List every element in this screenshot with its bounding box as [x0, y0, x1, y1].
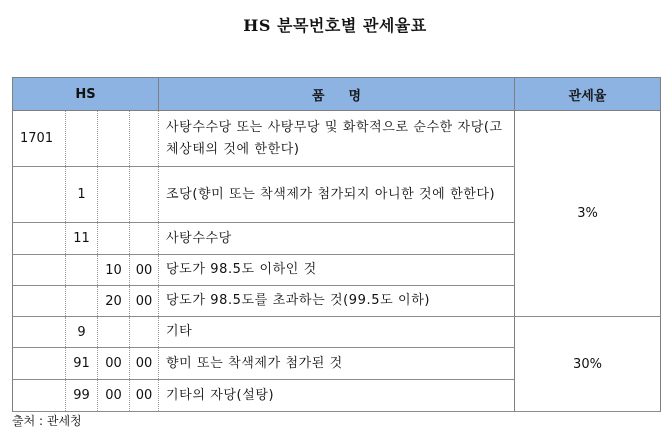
source-note: 출처 : 관세청	[12, 414, 82, 428]
hs-suffix-cell: 00	[130, 286, 159, 317]
hs-code-cell	[98, 223, 130, 255]
hs-heading-cell: 1701	[13, 111, 66, 167]
item-description-cell: 기타	[159, 317, 515, 348]
hs-code-cell	[98, 111, 130, 167]
hs-heading-cell	[13, 317, 66, 348]
hs-code-cell: 20	[98, 286, 130, 317]
hs-subheading-cell: 1	[66, 167, 98, 223]
hs-subheading-cell: 9	[66, 317, 98, 348]
hs-code-cell	[98, 317, 130, 348]
hs-suffix-cell	[130, 167, 159, 223]
hs-subheading-cell: 99	[66, 380, 98, 412]
hs-suffix-cell: 00	[130, 380, 159, 412]
hs-heading-cell	[13, 286, 66, 317]
rate-cell: 3%	[515, 111, 661, 317]
hs-suffix-cell: 00	[130, 348, 159, 380]
table-row	[13, 317, 661, 348]
table-title: HS 분목번호별 관세율표	[243, 16, 427, 35]
hs-code-cell	[98, 167, 130, 223]
hs-suffix-cell	[130, 223, 159, 255]
hs-code-cell: 10	[98, 255, 130, 286]
hs-subheading-cell: 11	[66, 223, 98, 255]
item-description-cell: 당도가 98.5도를 초과하는 것(99.5도 이하)	[159, 286, 515, 317]
hs-code-cell: 00	[98, 348, 130, 380]
hs-suffix-cell	[130, 317, 159, 348]
hs-suffix-cell	[130, 111, 159, 167]
hs-subheading-cell: 91	[66, 348, 98, 380]
hs-heading-cell	[13, 167, 66, 223]
hs-heading-cell	[13, 255, 66, 286]
rate-cell: 30%	[515, 317, 661, 412]
table-header-row	[13, 78, 661, 111]
table-row	[13, 111, 661, 167]
hs-subheading-cell	[66, 255, 98, 286]
hs-subheading-cell	[66, 111, 98, 167]
rate-column-header: 관세율	[515, 78, 661, 111]
hs-heading-cell	[13, 380, 66, 412]
item-description-cell: 사탕수수당	[159, 223, 515, 255]
hs-subheading-cell	[66, 286, 98, 317]
item-header-char-2: 명	[348, 88, 362, 104]
item-description-cell: 향미 또는 착색제가 첨가된 것	[159, 348, 515, 380]
item-description-cell: 조당(향미 또는 착색제가 첨가되지 아니한 것에 한한다)	[159, 167, 515, 223]
hs-heading-cell	[13, 348, 66, 380]
item-header-char-1: 품	[311, 88, 325, 104]
item-column-header	[159, 78, 515, 111]
hs-suffix-cell: 00	[130, 255, 159, 286]
item-description-cell: 당도가 98.5도 이하인 것	[159, 255, 515, 286]
hs-code-cell: 00	[98, 380, 130, 412]
hs-column-header: HS	[13, 78, 159, 111]
hs-heading-cell	[13, 223, 66, 255]
tariff-table	[12, 77, 661, 412]
item-description-cell: 사탕수수당 또는 사탕무당 및 화학적으로 순수한 자당(고체상태의 것에 한한다)	[159, 111, 515, 167]
item-description-cell: 기타의 자당(설탕)	[159, 380, 515, 412]
